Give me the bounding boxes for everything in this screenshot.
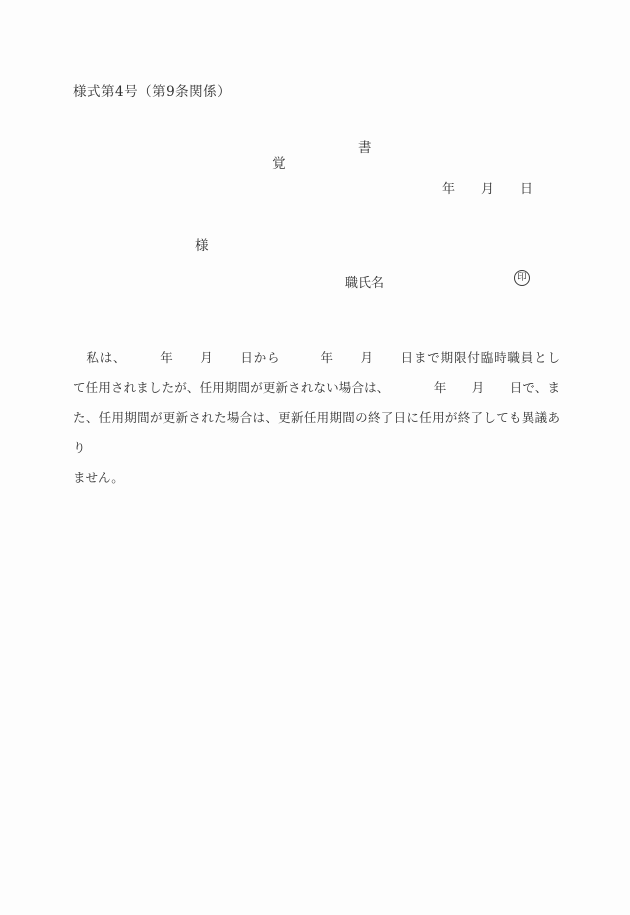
page-title — [255, 136, 372, 204]
title-first-char: 覚 — [272, 156, 286, 172]
body-line: 私は、 年 月 日から 年 月 日まで期限付臨時職員とし — [73, 350, 560, 365]
seal-stamp-icon — [514, 270, 530, 286]
title-second-char: 書 — [358, 140, 372, 156]
seal-glyph: 印 — [517, 272, 527, 284]
signature-label: 職氏名 — [345, 276, 385, 291]
addressee-honorific: 様 — [195, 238, 209, 254]
body-line: て任用されましたが、任用期間が更新されない場合は、 年 月 日で、ま — [73, 380, 560, 395]
date-blank-line: 年 月 日 — [442, 182, 534, 197]
memo-body — [73, 343, 560, 493]
body-line: た、任用期間が更新された場合は、更新任用期間の終了日に任用が終了しても異議あり — [73, 410, 560, 455]
form-number: 様式第4号（第9条関係） — [73, 84, 232, 100]
body-line: ません。 — [73, 470, 124, 485]
